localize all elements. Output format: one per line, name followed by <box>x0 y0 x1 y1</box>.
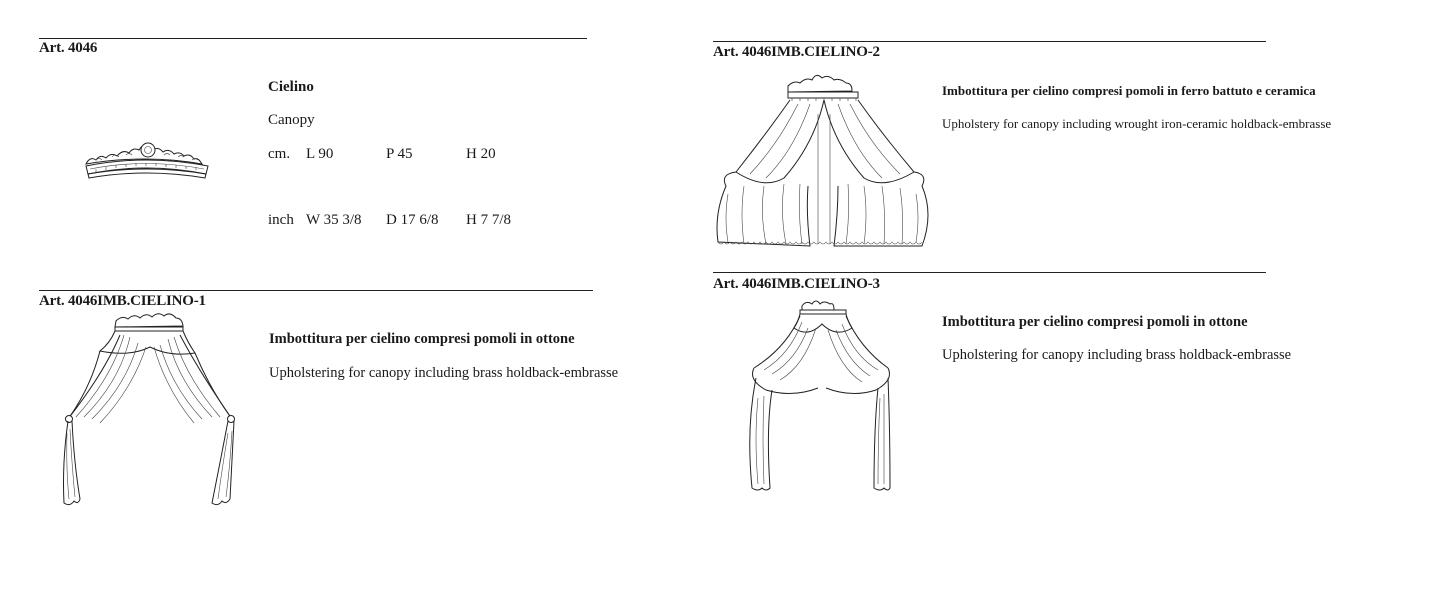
canopy-crown-illustration <box>82 140 212 185</box>
description-it-2: Imbottitura per cielino compresi pomoli in ferro battuto e ceramica <box>942 83 1316 98</box>
divider-cielino-2 <box>713 41 1266 42</box>
article-code-4046: Art. 4046 <box>39 40 98 56</box>
dim-length-cm: L 90 <box>306 146 334 162</box>
article-code-cielino-1: Art. 4046IMB.CIELINO-1 <box>39 293 206 309</box>
description-it-3: Imbottitura per cielino compresi pomoli in ottone <box>942 314 1248 330</box>
dim-depth-cm: P 45 <box>386 146 413 162</box>
dim-depth-inch: D 17 6/8 <box>386 212 439 228</box>
dim-height-inch: H 7 7/8 <box>466 212 511 228</box>
canopy-drape-illustration-1 <box>60 313 240 513</box>
divider-4046 <box>39 38 587 39</box>
canopy-drape-illustration-2 <box>714 74 926 254</box>
dim-width-inch: W 35 3/8 <box>306 212 362 228</box>
description-en-3: Upholstering for canopy including brass holdback-embrasse <box>942 347 1292 363</box>
divider-cielino-1 <box>39 290 593 291</box>
product-name-en: Canopy <box>268 112 315 128</box>
product-name-it: Cielino <box>268 79 314 95</box>
article-code-cielino-2: Art. 4046IMB.CIELINO-2 <box>713 44 880 60</box>
unit-inch-label: inch <box>268 212 294 228</box>
article-code-cielino-3: Art. 4046IMB.CIELINO-3 <box>713 276 880 292</box>
canopy-drape-illustration-3 <box>742 298 892 498</box>
description-it-1: Imbottitura per cielino compresi pomoli in ottone <box>269 331 575 347</box>
description-en-1: Upholstering for canopy including brass holdback-embrasse <box>269 365 619 381</box>
description-en-2: Upholstery for canopy including wrought iron-ceramic holdback-embrasse <box>942 116 1332 131</box>
divider-cielino-3 <box>713 272 1266 273</box>
unit-cm-label: cm. <box>268 146 291 162</box>
dim-height-cm: H 20 <box>466 146 496 162</box>
